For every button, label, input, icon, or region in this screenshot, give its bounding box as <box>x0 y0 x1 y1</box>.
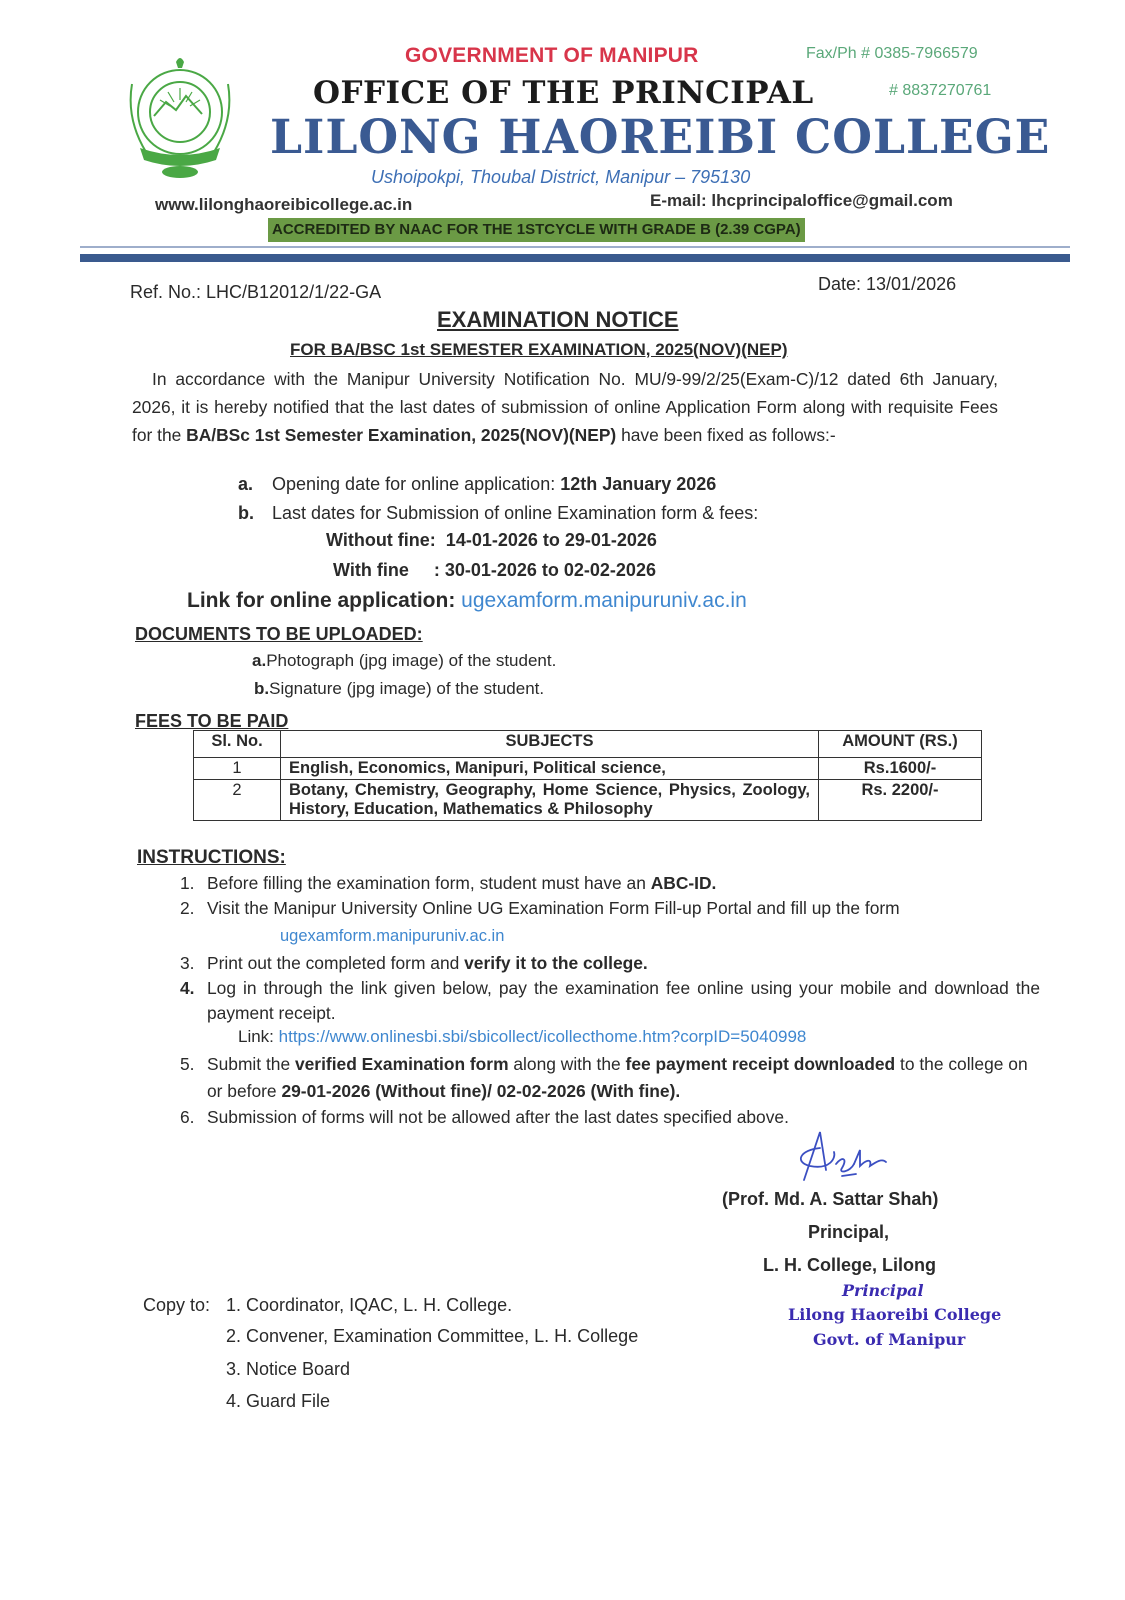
instruction-item <box>180 976 1040 1026</box>
instruction-item <box>180 898 1040 919</box>
opening-date-item <box>238 474 716 495</box>
item-label: b. <box>238 503 254 523</box>
item-bold: ABC-ID. <box>650 873 717 893</box>
item-text: Opening date for online application: <box>272 474 561 494</box>
item-text: Last dates for Submission of online Examination form & fees: <box>272 503 759 523</box>
copy-to-item: 4. Guard File <box>226 1391 331 1411</box>
fees-table <box>193 730 982 821</box>
copy-to-item: 1. Coordinator, IQAC, L. H. College. <box>226 1295 513 1315</box>
column-header: SUBJECTS <box>281 731 819 758</box>
item-number: 4. <box>180 978 195 998</box>
stamp-government: Govt. of Manipur <box>813 1330 966 1349</box>
mobile-phone: # 8837270761 <box>889 82 992 99</box>
instruction-item <box>180 873 1040 894</box>
opening-date: 12th January 2026 <box>560 474 717 494</box>
without-fine-dates: Without fine: 14-01-2026 to 29-01-2026 <box>326 530 657 550</box>
last-dates-item <box>238 503 758 524</box>
portal-link-row <box>280 927 504 946</box>
notice-subtitle: FOR BA/BSC 1st SEMESTER EXAMINATION, 2025(NOV)(NEP) <box>290 340 788 359</box>
office-heading: OFFICE OF THE PRINCIPAL <box>313 75 814 111</box>
divider-thin <box>80 246 1070 248</box>
item-text <box>207 1051 1040 1105</box>
college-emblem-icon <box>124 44 236 180</box>
subjects: Botany, Chemistry, Geography, Home Science, Physics, Zoology, History, Education, Mathematics & Philosophy <box>281 780 819 821</box>
column-header: AMOUNT (RS.) <box>819 731 982 758</box>
accreditation-banner: ACCREDITED BY NAAC FOR THE 1STCYCLE WITH GRADE B (2.39 CGPA) <box>268 218 805 242</box>
instruction-item <box>180 953 1040 974</box>
with-fine-dates: With fine : 30-01-2026 to 02-02-2026 <box>333 560 656 580</box>
reference-number: Ref. No.: LHC/B12012/1/22-GA <box>130 282 382 302</box>
notice-title: EXAMINATION NOTICE <box>437 307 679 332</box>
portal-link[interactable]: ugexamform.manipuruniv.ac.in <box>280 927 505 945</box>
item-number: 2. <box>180 898 195 918</box>
online-application-link-row <box>187 589 747 613</box>
copy-to-label: Copy to: <box>143 1295 211 1315</box>
handwritten-signature-icon <box>790 1128 900 1188</box>
documents-heading: DOCUMENTS TO BE UPLOADED: <box>135 624 423 644</box>
item-number: 6. <box>180 1107 195 1127</box>
table-header-row <box>194 731 982 758</box>
item-number: 5. <box>180 1054 195 1074</box>
stamp-college: Lilong Haoreibi College <box>788 1305 1002 1324</box>
college-address: Ushoipokpi, Thoubal District, Manipur – 795130 <box>371 167 751 187</box>
item-text: Before filling the examination form, student must have an <box>207 873 651 893</box>
deadline-dates: 29-01-2026 (Without fine)/ 02-02-2026 (With fine). <box>281 1081 681 1101</box>
text-part: Submit the <box>207 1054 295 1074</box>
signatory-name: (Prof. Md. A. Sattar Shah) <box>722 1189 939 1209</box>
amount: Rs. 2200/- <box>819 780 982 821</box>
email-address[interactable]: E-mail: lhcprincipaloffice@gmail.com <box>650 191 953 210</box>
fees-heading: FEES TO BE PAID <box>135 711 289 731</box>
paragraph-bold: BA/BSc 1st Semester Examination, 2025(NOV)(NEP) <box>186 425 617 445</box>
item-number: 1. <box>180 873 195 893</box>
divider-thick <box>80 254 1070 262</box>
paragraph-text-end: have been fixed as follows:- <box>616 425 836 445</box>
text-part: to the college on or before <box>207 1054 1028 1101</box>
text-bold: fee payment receipt downloaded <box>625 1054 896 1074</box>
item-number: 3. <box>180 953 195 973</box>
payment-link-row <box>238 1027 806 1047</box>
online-application-link[interactable]: ugexamform.manipuruniv.ac.in <box>461 589 747 612</box>
text-part: along with the <box>508 1054 626 1074</box>
notice-date: Date: 13/01/2026 <box>818 274 957 294</box>
copy-to-item: 2. Convener, Examination Committee, L. H. College <box>226 1326 639 1346</box>
table-row <box>194 758 982 780</box>
instructions-heading: INSTRUCTIONS: <box>137 847 286 868</box>
paragraph-text: In accordance with the Manipur University Notification No. MU/9-99/2/25(Exam-C)/12 dated 6th January, 2026, it is hereby notified that the last dates of submission of online Application Form along with requisite Fees for the <box>132 369 998 445</box>
signatory-institution: L. H. College, Lilong <box>763 1255 936 1275</box>
sbi-collect-link[interactable]: https://www.onlinesbi.sbi/sbicollect/icollecthome.htm?corpID=5040998 <box>278 1027 807 1046</box>
instruction-item <box>180 1051 1040 1105</box>
item-bold: verify it to the college. <box>464 953 648 973</box>
item-text: Log in through the link given below, pay the examination fee online using your mobile and download the payment receipt. <box>207 978 1040 1023</box>
item-text: Print out the completed form and <box>207 953 465 973</box>
item-text: Photograph (jpg image) of the student. <box>266 651 557 670</box>
item-text: Signature (jpg image) of the student. <box>269 679 545 698</box>
website-link[interactable]: www.lilonghaoreibicollege.ac.in <box>155 195 413 214</box>
item-label: a. <box>252 651 267 670</box>
serial-number: 2 <box>194 780 281 821</box>
table-row <box>194 780 982 821</box>
text-bold: verified Examination form <box>294 1054 509 1074</box>
item-text: Visit the Manipur University Online UG Examination Form Fill-up Portal and fill up the form <box>207 898 900 918</box>
document-item <box>254 679 544 699</box>
amount: Rs.1600/- <box>819 758 982 780</box>
column-header: Sl. No. <box>194 731 281 758</box>
item-label: b. <box>254 679 270 698</box>
subjects: English, Economics, Manipuri, Political science, <box>281 758 819 780</box>
copy-to-item: 3. Notice Board <box>226 1359 351 1379</box>
college-name: LILONG HAOREIBI COLLEGE <box>270 110 1051 165</box>
signatory-designation: Principal, <box>808 1222 890 1242</box>
instruction-item <box>180 1107 1040 1128</box>
serial-number: 1 <box>194 758 281 780</box>
link-label: Link for online application: <box>187 589 462 612</box>
item-label: a. <box>238 474 254 494</box>
stamp-principal: Principal <box>842 1281 924 1300</box>
item-text: Submission of forms will not be allowed after the last dates specified above. <box>207 1107 789 1127</box>
link-label: Link: <box>238 1027 279 1046</box>
notice-paragraph <box>132 365 998 449</box>
fax-phone: Fax/Ph # 0385-7966579 <box>806 45 978 62</box>
document-item <box>252 651 556 671</box>
government-heading: GOVERNMENT OF MANIPUR <box>405 44 699 67</box>
